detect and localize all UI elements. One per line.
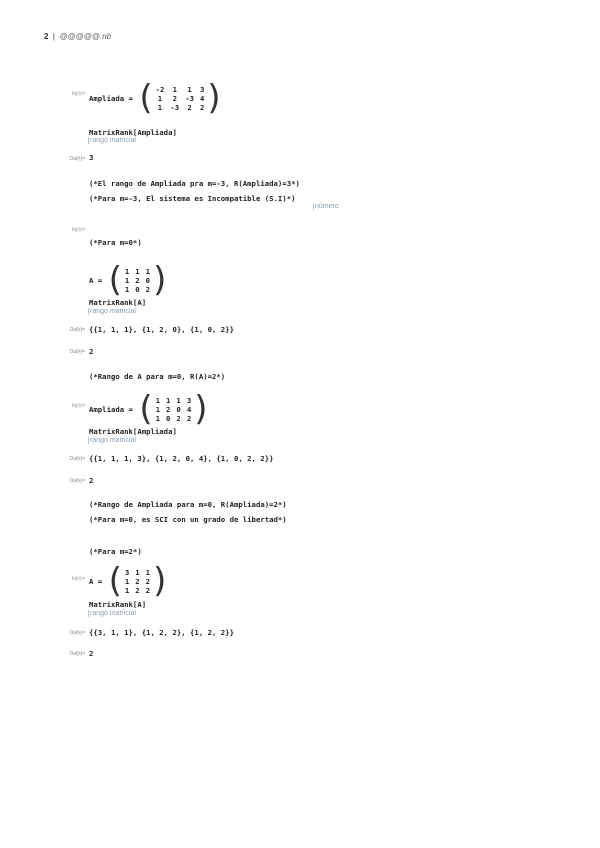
comment-line[interactable]: (*Para m=-3, El sistema es Incompatible (S.I)*) — [89, 194, 296, 203]
matrixrank-call[interactable]: MatrixRank[A] — [89, 298, 147, 307]
matrix-entry: 1 — [145, 567, 151, 577]
matrix-row — [122, 577, 153, 586]
input-label: In[•]:= — [71, 91, 85, 97]
matrix-entry: 2 — [135, 275, 140, 285]
matrix-entry: -3 — [170, 102, 180, 112]
output-label: Out[•]= — [69, 651, 85, 657]
matrix-entry: 1 — [157, 102, 163, 112]
matrix-entry: 2 — [135, 585, 140, 595]
left-paren: ( — [108, 260, 122, 300]
number-hint: número — [315, 203, 339, 210]
a-matrix-m2[interactable] — [89, 561, 166, 601]
comment-line[interactable]: (*Rango de Ampliada para m=0, R(Ampliada)=2*) — [89, 500, 287, 509]
output-label: Out[•]= — [69, 630, 85, 636]
matrixrank-call[interactable]: MatrixRank[A] — [89, 600, 147, 609]
header-separator: | — [52, 32, 55, 41]
matrix-entry: 1 — [157, 93, 163, 103]
matrix-entry: 4 — [199, 93, 205, 103]
page-header — [44, 32, 111, 41]
right-paren: ) — [194, 389, 208, 429]
assignment-lead: Ampliada = — [89, 404, 138, 414]
right-paren: ) — [207, 78, 221, 118]
matrix-row — [153, 85, 208, 94]
matrix-table — [153, 396, 195, 423]
input-label: In[•]:= — [71, 576, 85, 582]
matrix-entry: 1 — [135, 266, 140, 276]
output-label: Out[•]= — [69, 478, 85, 484]
matrix-entry: 2 — [186, 413, 192, 423]
rank-hint: rango matricial — [90, 437, 136, 444]
matrix-entry: -3 — [185, 93, 194, 103]
matrixrank-call[interactable]: MatrixRank[Ampliada] — [89, 128, 177, 137]
matrix-entry: 0 — [135, 284, 140, 294]
input-label: In[•]:= — [71, 403, 85, 409]
matrix-entry: 1 — [172, 84, 177, 94]
output-value: 3 — [89, 153, 94, 162]
matrix-row — [122, 285, 153, 294]
output-value: 2 — [89, 649, 94, 658]
matrix-entry: 1 — [135, 567, 140, 577]
matrix-entry: 1 — [124, 585, 130, 595]
output-list: {{1, 1, 1}, {1, 2, 0}, {1, 0, 2}} — [89, 325, 234, 334]
page-number: 2 — [44, 32, 49, 41]
left-paren: ( — [139, 78, 153, 118]
comment-line[interactable]: (*Para m=2*) — [89, 547, 142, 556]
matrix-entry: 1 — [176, 395, 181, 405]
a-matrix-m0[interactable] — [89, 260, 166, 300]
assignment-lead: A = — [89, 275, 107, 285]
comment-line[interactable]: (*El rango de Ampliada pra m=-3, R(Ampliada)=3*) — [89, 179, 300, 188]
matrix-entry: 4 — [186, 404, 192, 414]
right-paren: ) — [153, 260, 167, 300]
matrix-row — [122, 568, 153, 577]
matrix-entry: 1 — [155, 413, 160, 423]
right-paren: ) — [153, 561, 167, 601]
rank-hint: rango matricial — [90, 137, 136, 144]
output-label: Out[•]= — [69, 156, 85, 162]
input-label: In[•]:= — [71, 227, 85, 233]
rank-hint: rango matricial — [90, 308, 136, 315]
matrix-entry: 0 — [166, 413, 171, 423]
matrix-entry: 1 — [155, 395, 160, 405]
assignment-lead: A = — [89, 576, 107, 586]
output-label: Out[•]= — [69, 456, 85, 462]
matrix-row — [122, 276, 153, 285]
matrix-entry: 2 — [145, 585, 151, 595]
matrix-row — [122, 267, 153, 276]
matrix-entry: 1 — [155, 404, 160, 414]
left-paren: ( — [139, 389, 153, 429]
matrix-entry: 1 — [124, 284, 130, 294]
matrix-entry: 3 — [186, 395, 192, 405]
matrix-entry: 2 — [172, 93, 177, 103]
assignment-lead: Ampliada = — [89, 93, 138, 103]
comment-line[interactable]: (*Para m=0*) — [89, 238, 142, 247]
matrix-row — [153, 405, 195, 414]
matrix-entry: 0 — [176, 404, 181, 414]
output-value: 2 — [89, 347, 94, 356]
matrix-entry: 2 — [166, 404, 171, 414]
rank-hint: rango matricial — [90, 610, 136, 617]
matrix-entry: 3 — [199, 84, 205, 94]
matrix-table — [153, 85, 208, 112]
ampliada-matrix-2[interactable] — [89, 389, 207, 429]
matrix-entry: 0 — [145, 275, 151, 285]
matrix-entry: 2 — [187, 102, 192, 112]
matrix-row — [122, 586, 153, 595]
matrix-entry: 1 — [124, 576, 130, 586]
matrix-entry: 1 — [166, 395, 171, 405]
output-label: Out[•]= — [69, 349, 85, 355]
matrix-row — [153, 414, 195, 423]
matrix-entry: 1 — [124, 266, 130, 276]
output-list: {{3, 1, 1}, {1, 2, 2}, {1, 2, 2}} — [89, 628, 234, 637]
output-list: {{1, 1, 1, 3}, {1, 2, 0, 4}, {1, 0, 2, 2}} — [89, 454, 274, 463]
output-label: Out[•]= — [69, 327, 85, 333]
matrix-entry: 1 — [124, 275, 130, 285]
comment-line[interactable]: (*Para m=0, es SCI con un grado de libertad*) — [89, 515, 287, 524]
output-value: 2 — [89, 476, 94, 485]
matrix-row — [153, 396, 195, 405]
matrix-entry: 1 — [145, 266, 151, 276]
ampliada-matrix-1[interactable] — [89, 78, 221, 118]
matrix-entry: -2 — [155, 84, 165, 94]
matrixrank-call[interactable]: MatrixRank[Ampliada] — [89, 427, 177, 436]
left-paren: ( — [108, 561, 122, 601]
matrix-entry: 1 — [187, 84, 192, 94]
file-name: @@@@@.nb — [59, 32, 112, 41]
matrix-entry: 2 — [199, 102, 205, 112]
matrix-entry: 3 — [124, 567, 130, 577]
matrix-entry: 2 — [176, 413, 181, 423]
matrix-row — [153, 94, 208, 103]
matrix-entry: 2 — [145, 576, 151, 586]
matrix-entry: 2 — [145, 284, 151, 294]
matrix-table — [122, 568, 153, 595]
comment-line[interactable]: (*Rango de A para m=0, R(A)=2*) — [89, 372, 226, 381]
matrix-row — [153, 103, 208, 112]
matrix-entry: 2 — [135, 576, 140, 586]
matrix-table — [122, 267, 153, 294]
